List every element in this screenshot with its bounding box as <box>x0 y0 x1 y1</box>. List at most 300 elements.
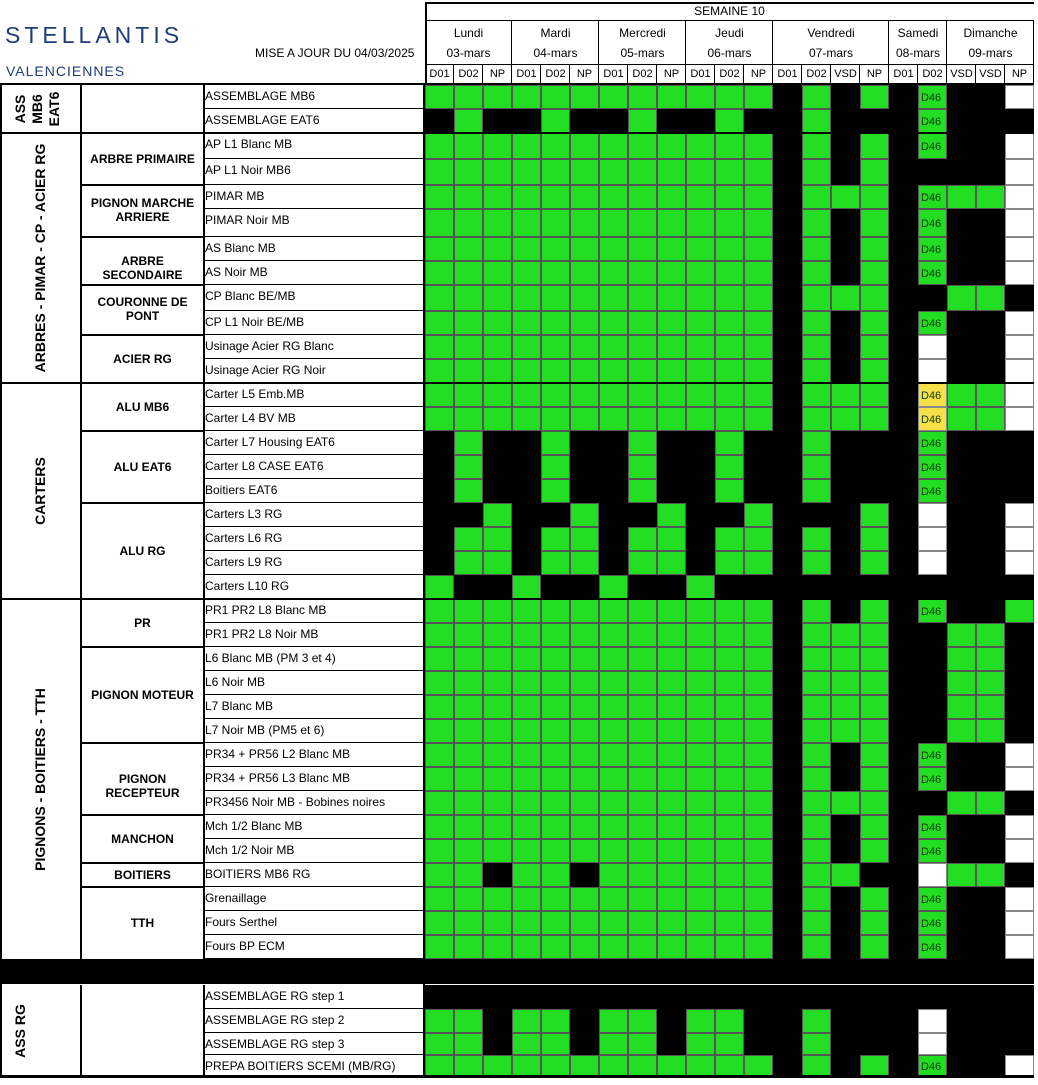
schedule-cell <box>686 1009 715 1033</box>
schedule-cell <box>918 575 947 599</box>
schedule-cell <box>628 185 657 209</box>
schedule-cell <box>425 431 454 455</box>
schedule-cell <box>454 311 483 335</box>
schedule-cell <box>831 285 860 311</box>
schedule-cell <box>918 159 947 185</box>
shift-border-top <box>425 64 1034 65</box>
schedule-cell <box>599 743 628 767</box>
schedule-cell <box>802 887 831 911</box>
row-label: PR1 PR2 L8 Noir MB <box>205 627 319 641</box>
group-label: PIGNONS - BOITIERS - TTH <box>32 688 48 871</box>
schedule-cell <box>889 671 918 695</box>
schedule-cell <box>628 431 657 455</box>
schedule-cell <box>947 743 976 767</box>
row-line <box>203 334 425 335</box>
schedule-cell <box>860 285 889 311</box>
row-label: Mch 1/2 Blanc MB <box>205 819 303 833</box>
schedule-cell <box>773 647 802 671</box>
schedule-cell <box>1005 527 1034 551</box>
schedule-cell <box>889 695 918 719</box>
schedule-cell <box>715 185 744 209</box>
schedule-cell <box>831 1009 860 1033</box>
schedule-cell <box>628 237 657 261</box>
schedule-cell <box>976 133 1005 159</box>
schedule-cell <box>541 935 570 959</box>
schedule-cell <box>599 791 628 815</box>
schedule-cell <box>802 159 831 185</box>
schedule-cell <box>802 185 831 209</box>
schedule-cell <box>454 109 483 133</box>
row-line <box>203 1008 425 1009</box>
schedule-cell <box>657 647 686 671</box>
schedule-cell <box>831 623 860 647</box>
schedule-cell <box>860 311 889 335</box>
schedule-cell <box>976 285 1005 311</box>
schedule-cell <box>512 85 541 109</box>
schedule-cell <box>918 647 947 671</box>
schedule-cell <box>744 431 773 455</box>
schedule-cell <box>715 335 744 359</box>
schedule-cell <box>744 791 773 815</box>
schedule-cell <box>947 133 976 159</box>
schedule-cell <box>802 1055 831 1077</box>
schedule-cell <box>686 527 715 551</box>
schedule-cell <box>570 767 599 791</box>
day-name: Lundi <box>453 26 484 40</box>
schedule-cell <box>947 109 976 133</box>
row-label: Mch 1/2 Noir MB <box>205 843 295 857</box>
row-line <box>203 1032 425 1033</box>
schedule-cell <box>744 743 773 767</box>
shift-label: NP <box>1011 68 1028 80</box>
schedule-cell <box>686 791 715 815</box>
schedule-cell <box>976 575 1005 599</box>
schedule-cell <box>744 1009 773 1033</box>
schedule-cell <box>1005 695 1034 719</box>
schedule-cell <box>1005 743 1034 767</box>
schedule-cell <box>889 863 918 887</box>
schedule-cell <box>454 911 483 935</box>
schedule-cell <box>976 85 1005 109</box>
schedule-cell <box>570 335 599 359</box>
schedule-cell <box>947 695 976 719</box>
day-name: Vendredi <box>807 26 855 40</box>
subgroup-label: MANCHON <box>111 831 174 846</box>
schedule-cell <box>947 185 976 209</box>
schedule-cell <box>715 455 744 479</box>
schedule-cell <box>802 407 831 431</box>
schedule-cell <box>657 359 686 383</box>
schedule-cell <box>860 695 889 719</box>
week-border-top <box>425 2 1034 4</box>
schedule-cell <box>686 575 715 599</box>
schedule-cell <box>512 695 541 719</box>
schedule-cell <box>802 261 831 285</box>
schedule-cell <box>628 935 657 959</box>
schedule-cell <box>425 791 454 815</box>
schedule-cell <box>773 623 802 647</box>
schedule-cell <box>628 887 657 911</box>
schedule-cell <box>918 1009 947 1033</box>
schedule-cell <box>483 159 512 185</box>
schedule-cell <box>512 455 541 479</box>
schedule-cell <box>686 551 715 575</box>
schedule-cell <box>831 1055 860 1077</box>
schedule-cell <box>483 527 512 551</box>
schedule-cell <box>483 791 512 815</box>
schedule-cell <box>657 527 686 551</box>
schedule-cell <box>454 815 483 839</box>
schedule-cell <box>512 935 541 959</box>
site-name: VALENCIENNES <box>6 63 126 79</box>
schedule-cell <box>860 935 889 959</box>
schedule-cell <box>976 695 1005 719</box>
schedule-cell <box>773 695 802 719</box>
schedule-cell <box>947 455 976 479</box>
row-line <box>203 478 425 479</box>
schedule-cell <box>1005 407 1034 431</box>
schedule-cell <box>686 815 715 839</box>
schedule-cell <box>1005 863 1034 887</box>
schedule-cell <box>889 159 918 185</box>
schedule-cell <box>831 911 860 935</box>
schedule-cell <box>541 335 570 359</box>
group-line <box>0 132 1034 134</box>
schedule-cell <box>831 311 860 335</box>
schedule-cell <box>976 261 1005 285</box>
day-date: 07-mars <box>808 46 853 60</box>
row-label: Carters L6 RG <box>205 531 283 545</box>
schedule-cell <box>570 285 599 311</box>
schedule-cell <box>744 85 773 109</box>
schedule-cell <box>512 1009 541 1033</box>
schedule-cell <box>976 383 1005 407</box>
group-label: CARTERS <box>32 457 48 525</box>
schedule-cell <box>570 743 599 767</box>
schedule-cell <box>483 767 512 791</box>
schedule-cell <box>425 1033 454 1055</box>
schedule-cell <box>1005 159 1034 185</box>
schedule-cell <box>599 671 628 695</box>
schedule-cell <box>425 455 454 479</box>
schedule-cell <box>976 431 1005 455</box>
schedule-cell <box>918 551 947 575</box>
schedule-cell <box>715 527 744 551</box>
schedule-cell <box>599 479 628 503</box>
schedule-cell <box>657 985 686 1009</box>
label-col-border <box>203 985 205 1077</box>
schedule-cell <box>628 791 657 815</box>
schedule-cell <box>889 1055 918 1077</box>
schedule-cell <box>599 209 628 237</box>
schedule-cell <box>512 551 541 575</box>
schedule-cell <box>918 599 947 623</box>
schedule-cell <box>831 407 860 431</box>
schedule-cell <box>454 209 483 237</box>
schedule-cell <box>802 599 831 623</box>
schedule-cell <box>512 159 541 185</box>
cell-tag: D46 <box>921 822 942 834</box>
schedule-cell <box>657 719 686 743</box>
schedule-cell <box>628 1055 657 1077</box>
schedule-cell <box>744 815 773 839</box>
subgroup-label: ALU MB6 <box>115 399 170 414</box>
schedule-cell <box>454 261 483 285</box>
row-line <box>203 430 425 431</box>
schedule-cell <box>976 623 1005 647</box>
schedule-cell <box>1005 1055 1034 1077</box>
row-label: ASSEMBLAGE MB6 <box>205 89 316 103</box>
schedule-cell <box>686 479 715 503</box>
schedule-cell <box>599 237 628 261</box>
schedule-cell <box>715 261 744 285</box>
schedule-cell <box>512 133 541 159</box>
schedule-cell <box>483 503 512 527</box>
schedule-cell <box>541 887 570 911</box>
schedule-cell <box>454 503 483 527</box>
schedule-cell <box>715 695 744 719</box>
schedule-cell <box>947 575 976 599</box>
schedule-cell <box>802 863 831 887</box>
schedule-cell <box>599 551 628 575</box>
schedule-cell <box>860 767 889 791</box>
schedule-cell <box>570 671 599 695</box>
schedule-cell <box>686 133 715 159</box>
schedule-cell <box>628 455 657 479</box>
schedule-cell <box>802 527 831 551</box>
schedule-cell <box>744 311 773 335</box>
subgroup-label: PIGNON MARCHE ARRIERE <box>90 196 195 224</box>
schedule-cell <box>802 109 831 133</box>
schedule-cell <box>628 527 657 551</box>
schedule-cell <box>512 863 541 887</box>
schedule-cell <box>541 359 570 383</box>
day-name: Samedi <box>897 26 939 40</box>
schedule-cell <box>512 237 541 261</box>
schedule-cell <box>860 359 889 383</box>
schedule-cell <box>860 503 889 527</box>
group-line <box>0 1076 1034 1078</box>
shift-label: D02 <box>806 68 827 80</box>
shift-label: D02 <box>632 68 653 80</box>
schedule-cell <box>599 935 628 959</box>
row-label: PR3456 Noir MB - Bobines noires <box>205 795 386 809</box>
group-label: ARBRES - PIMAR - CP - ACIER RG <box>32 143 48 373</box>
schedule-cell <box>918 479 947 503</box>
schedule-cell <box>570 261 599 285</box>
schedule-cell <box>454 455 483 479</box>
schedule-cell <box>976 209 1005 237</box>
subgroup-line <box>82 334 203 336</box>
schedule-cell <box>715 551 744 575</box>
schedule-cell <box>657 815 686 839</box>
schedule-cell <box>947 839 976 863</box>
schedule-cell <box>715 767 744 791</box>
schedule-cell <box>541 479 570 503</box>
schedule-cell <box>918 109 947 133</box>
schedule-cell <box>686 455 715 479</box>
schedule-cell <box>802 237 831 261</box>
schedule-cell <box>918 527 947 551</box>
schedule-cell <box>512 261 541 285</box>
schedule-cell <box>831 839 860 863</box>
schedule-cell <box>686 935 715 959</box>
cell-tag: D46 <box>921 438 942 450</box>
shift-label: D01 <box>893 68 914 80</box>
schedule-cell <box>454 133 483 159</box>
shift-label: D02 <box>545 68 566 80</box>
schedule-cell <box>425 185 454 209</box>
schedule-cell <box>918 767 947 791</box>
schedule-cell <box>657 839 686 863</box>
schedule-cell <box>889 133 918 159</box>
schedule-cell <box>947 671 976 695</box>
schedule-cell <box>802 455 831 479</box>
schedule-cell <box>773 311 802 335</box>
schedule-cell <box>976 1033 1005 1055</box>
row-line <box>203 766 425 767</box>
day-name: Mercredi <box>619 26 666 40</box>
schedule-cell <box>773 261 802 285</box>
row-label: Carters L3 RG <box>205 507 283 521</box>
subgroup-line <box>82 886 203 888</box>
schedule-cell <box>483 1009 512 1033</box>
schedule-cell <box>570 1055 599 1077</box>
schedule-cell <box>976 237 1005 261</box>
cell-tag: D46 <box>921 268 942 280</box>
schedule-cell <box>628 85 657 109</box>
subgroup-col-border <box>80 85 82 960</box>
schedule-cell <box>918 455 947 479</box>
schedule-cell <box>947 863 976 887</box>
schedule-cell <box>889 185 918 209</box>
schedule-cell <box>918 743 947 767</box>
row-label: CP L1 Noir BE/MB <box>205 315 305 329</box>
schedule-cell <box>744 133 773 159</box>
schedule-cell <box>831 185 860 209</box>
row-label: L7 Blanc MB <box>205 699 274 713</box>
schedule-cell <box>744 479 773 503</box>
schedule-cell <box>831 767 860 791</box>
row-line <box>203 886 425 887</box>
schedule-cell <box>628 743 657 767</box>
schedule-cell <box>1005 455 1034 479</box>
schedule-cell <box>599 985 628 1009</box>
schedule-cell <box>831 575 860 599</box>
schedule-cell <box>744 887 773 911</box>
schedule-cell <box>773 237 802 261</box>
schedule-cell <box>454 85 483 109</box>
schedule-cell <box>570 791 599 815</box>
schedule-cell <box>686 185 715 209</box>
schedule-cell <box>889 767 918 791</box>
schedule-cell <box>744 719 773 743</box>
schedule-cell <box>657 671 686 695</box>
subgroup-line <box>82 236 203 238</box>
schedule-cell <box>512 383 541 407</box>
schedule-cell <box>918 407 947 431</box>
schedule-cell <box>454 647 483 671</box>
grid-left-border <box>423 85 425 1077</box>
schedule-cell <box>628 133 657 159</box>
subgroup-line <box>82 742 203 744</box>
schedule-cell <box>570 1033 599 1055</box>
schedule-cell <box>715 285 744 311</box>
schedule-cell <box>454 695 483 719</box>
schedule-cell <box>628 695 657 719</box>
schedule-cell <box>541 623 570 647</box>
schedule-cell <box>425 719 454 743</box>
schedule-cell <box>570 159 599 185</box>
schedule-cell <box>889 431 918 455</box>
schedule-cell <box>541 527 570 551</box>
schedule-cell <box>425 551 454 575</box>
schedule-cell <box>483 1033 512 1055</box>
left-border <box>0 85 2 1077</box>
schedule-cell <box>947 237 976 261</box>
subgroup-line <box>82 184 203 186</box>
schedule-cell <box>744 383 773 407</box>
schedule-cell <box>541 647 570 671</box>
schedule-cell <box>1005 359 1034 383</box>
schedule-cell <box>918 209 947 237</box>
schedule-cell <box>715 159 744 185</box>
row-line <box>203 550 425 551</box>
schedule-cell <box>1005 261 1034 285</box>
schedule-cell <box>831 527 860 551</box>
schedule-cell <box>715 935 744 959</box>
schedule-cell <box>860 647 889 671</box>
schedule-cell <box>831 815 860 839</box>
schedule-cell <box>976 455 1005 479</box>
row-label: Fours BP ECM <box>205 939 285 953</box>
schedule-cell <box>512 575 541 599</box>
schedule-cell <box>599 719 628 743</box>
schedule-cell <box>541 1033 570 1055</box>
row-line <box>203 790 425 791</box>
schedule-cell <box>512 887 541 911</box>
cell-tag: D46 <box>921 244 942 256</box>
cell-tag: D46 <box>921 141 942 153</box>
schedule-cell <box>483 383 512 407</box>
schedule-cell <box>541 85 570 109</box>
group-line <box>0 598 1034 600</box>
schedule-cell <box>773 1009 802 1033</box>
row-label: ASSEMBLAGE RG step 3 <box>205 1037 345 1051</box>
schedule-cell <box>541 839 570 863</box>
cell-tag: D46 <box>921 918 942 930</box>
day-name: Jeudi <box>715 26 744 40</box>
schedule-cell <box>860 109 889 133</box>
row-line <box>203 208 425 209</box>
schedule-cell <box>715 671 744 695</box>
schedule-cell <box>831 719 860 743</box>
schedule-cell <box>454 185 483 209</box>
schedule-cell <box>1005 285 1034 311</box>
schedule-cell <box>744 185 773 209</box>
schedule-cell <box>889 1033 918 1055</box>
schedule-cell <box>715 503 744 527</box>
schedule-cell <box>1005 815 1034 839</box>
schedule-cell <box>947 311 976 335</box>
schedule-cell <box>483 863 512 887</box>
row-line <box>203 694 425 695</box>
schedule-cell <box>657 767 686 791</box>
subgroup-line <box>82 430 203 432</box>
schedule-cell <box>425 839 454 863</box>
schedule-cell <box>599 911 628 935</box>
schedule-cell <box>541 791 570 815</box>
